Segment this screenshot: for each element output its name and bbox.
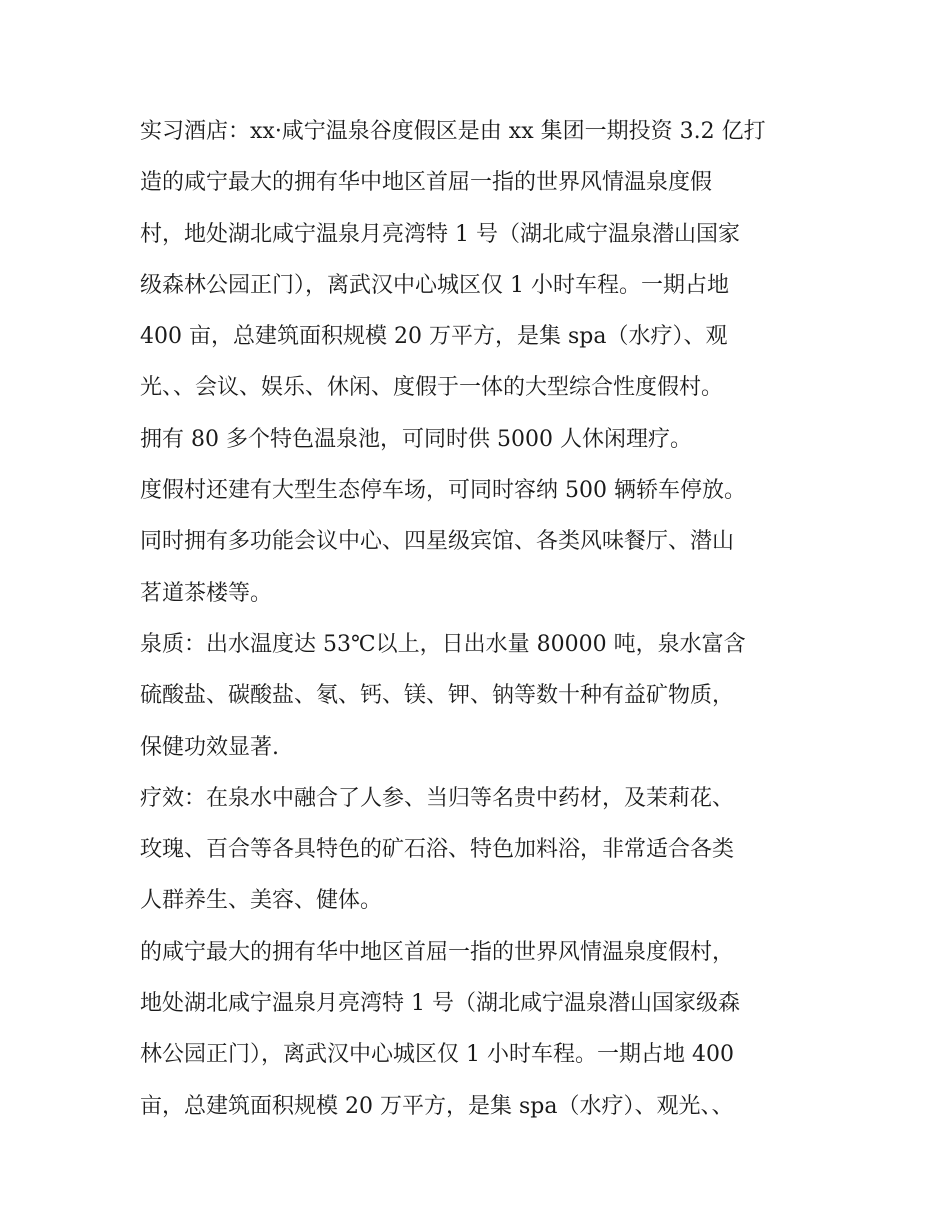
text-line: 硫酸盐、碳酸盐、氡、钙、镁、钾、钠等数十种有益矿物质， <box>140 683 735 709</box>
text-line: 泉质：出水温度达 53℃以上，日出水量 80000 吨，泉水富含 <box>140 631 746 657</box>
text-line: 茗道茶楼等。 <box>140 580 273 606</box>
text-line: 林公园正门），离武汉中心城区仅 1 小时车程。一期占地 400 <box>140 1042 734 1068</box>
text-line: 同时拥有多功能会议中心、四星级宾馆、各类风味餐厅、潜山 <box>140 529 735 555</box>
text-line: 级森林公园正门），离武汉中心城区仅 1 小时车程。一期占地 <box>140 272 729 298</box>
text-line: 实习酒店：xx·咸宁温泉谷度假区是由 xx 集团一期投资 3.2 亿打 <box>140 119 766 144</box>
text-line: 村，地处湖北咸宁温泉月亮湾特 1 号（湖北咸宁温泉潜山国家 <box>140 221 740 247</box>
text-line: 保健功效显著. <box>140 734 279 760</box>
text-line: 光、、会议、娱乐、休闲、度假于一体的大型综合性度假村。 <box>140 375 724 401</box>
text-line: 拥有 80 多个特色温泉池，可同时供 5000 人休闲理疗。 <box>140 426 692 452</box>
text-line: 玫瑰、百合等各具特色的矿石浴、特色加料浴，非常适合各类 <box>140 837 735 863</box>
text-line: 地处湖北咸宁温泉月亮湾特 1 号（湖北咸宁温泉潜山国家级森 <box>140 991 740 1017</box>
text-line: 造的咸宁最大的拥有华中地区首屈一指的世界风情温泉度假 <box>140 170 713 196</box>
text-line: 人群养生、美容、健体。 <box>140 888 383 914</box>
text-line: 亩，总建筑面积规模 20 万平方，是集 spa（水疗）、观光、、 <box>140 1093 734 1119</box>
text-line: 400 亩，总建筑面积规模 20 万平方，是集 spa（水疗）、观 <box>140 324 728 350</box>
text-line: 的咸宁最大的拥有华中地区首屈一指的世界风情温泉度假村， <box>140 939 735 965</box>
text-line: 度假村还建有大型生态停车场，可同时容纳 500 辆轿车停放。 <box>140 478 746 504</box>
document-body <box>140 106 830 1132</box>
text-line: 疗效：在泉水中融合了人参、当归等名贵中药材，及茉莉花、 <box>140 785 735 811</box>
